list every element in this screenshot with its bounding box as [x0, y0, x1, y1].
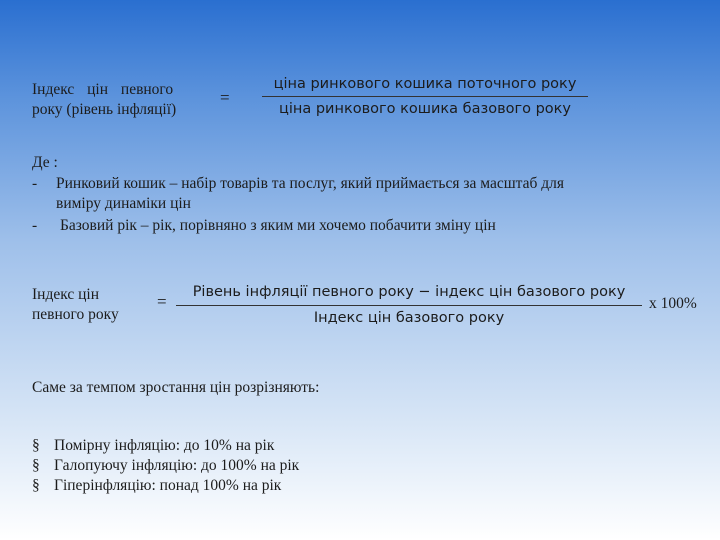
formula2-fraction-line: [176, 305, 642, 306]
formula2-denominator: Індекс цін базового року: [313, 310, 505, 326]
definition-text-line1: Ринковий кошик – набір товарів та послуг, який приймається за масштаб для: [56, 175, 565, 192]
formula2-equals: =: [157, 292, 167, 311]
formula1-denominator: ціна ринкового кошика базового року: [278, 101, 572, 117]
definition-text-line2: виміру динаміки цін: [56, 195, 191, 212]
classification-intro: Саме за темпом зростання цін розрізняють:: [32, 379, 320, 396]
formula1-label-line1: Індекс цін певного: [32, 81, 174, 98]
formula2-label-line1: Індекс цін: [32, 286, 100, 303]
definition-text-line1: Базовий рік – рік, порівняно з яким ми хочемо побачити зміну цін: [60, 217, 496, 234]
definition-item-market-basket: [32, 174, 702, 214]
formula1-label: [32, 80, 207, 120]
formula1-numerator: ціна ринкового кошика поточного року: [273, 76, 577, 92]
list-item-text: Галопуючу інфляцію: до 100% на рік: [54, 457, 300, 474]
definition-marker: -: [32, 175, 38, 192]
definitions-intro: Де :: [32, 154, 58, 171]
list-item: [32, 476, 532, 496]
list-item: [32, 456, 532, 476]
formula2-numerator: Рівень інфляції певного року − індекс цін базового року: [192, 284, 626, 300]
classification-list: [32, 436, 532, 496]
formula1-fraction-line: [262, 96, 588, 97]
bullet-marker: §: [32, 477, 40, 494]
bullet-marker: §: [32, 457, 40, 474]
list-item: [32, 436, 532, 456]
formula2-label: [32, 285, 157, 325]
definition-item-base-year: [32, 216, 702, 236]
formula2-label-line2: певного року: [32, 306, 119, 323]
formula1-equals: =: [220, 88, 230, 107]
formula2-multiplier: х 100%: [649, 295, 697, 312]
list-item-text: Гіперінфляцію: понад 100% на рік: [54, 477, 282, 494]
list-item-text: Помірну інфляцію: до 10% на рік: [54, 437, 275, 454]
bullet-marker: §: [32, 437, 40, 454]
definition-marker: -: [32, 217, 38, 234]
formula1-label-line2: року (рівень інфляції): [32, 101, 177, 118]
